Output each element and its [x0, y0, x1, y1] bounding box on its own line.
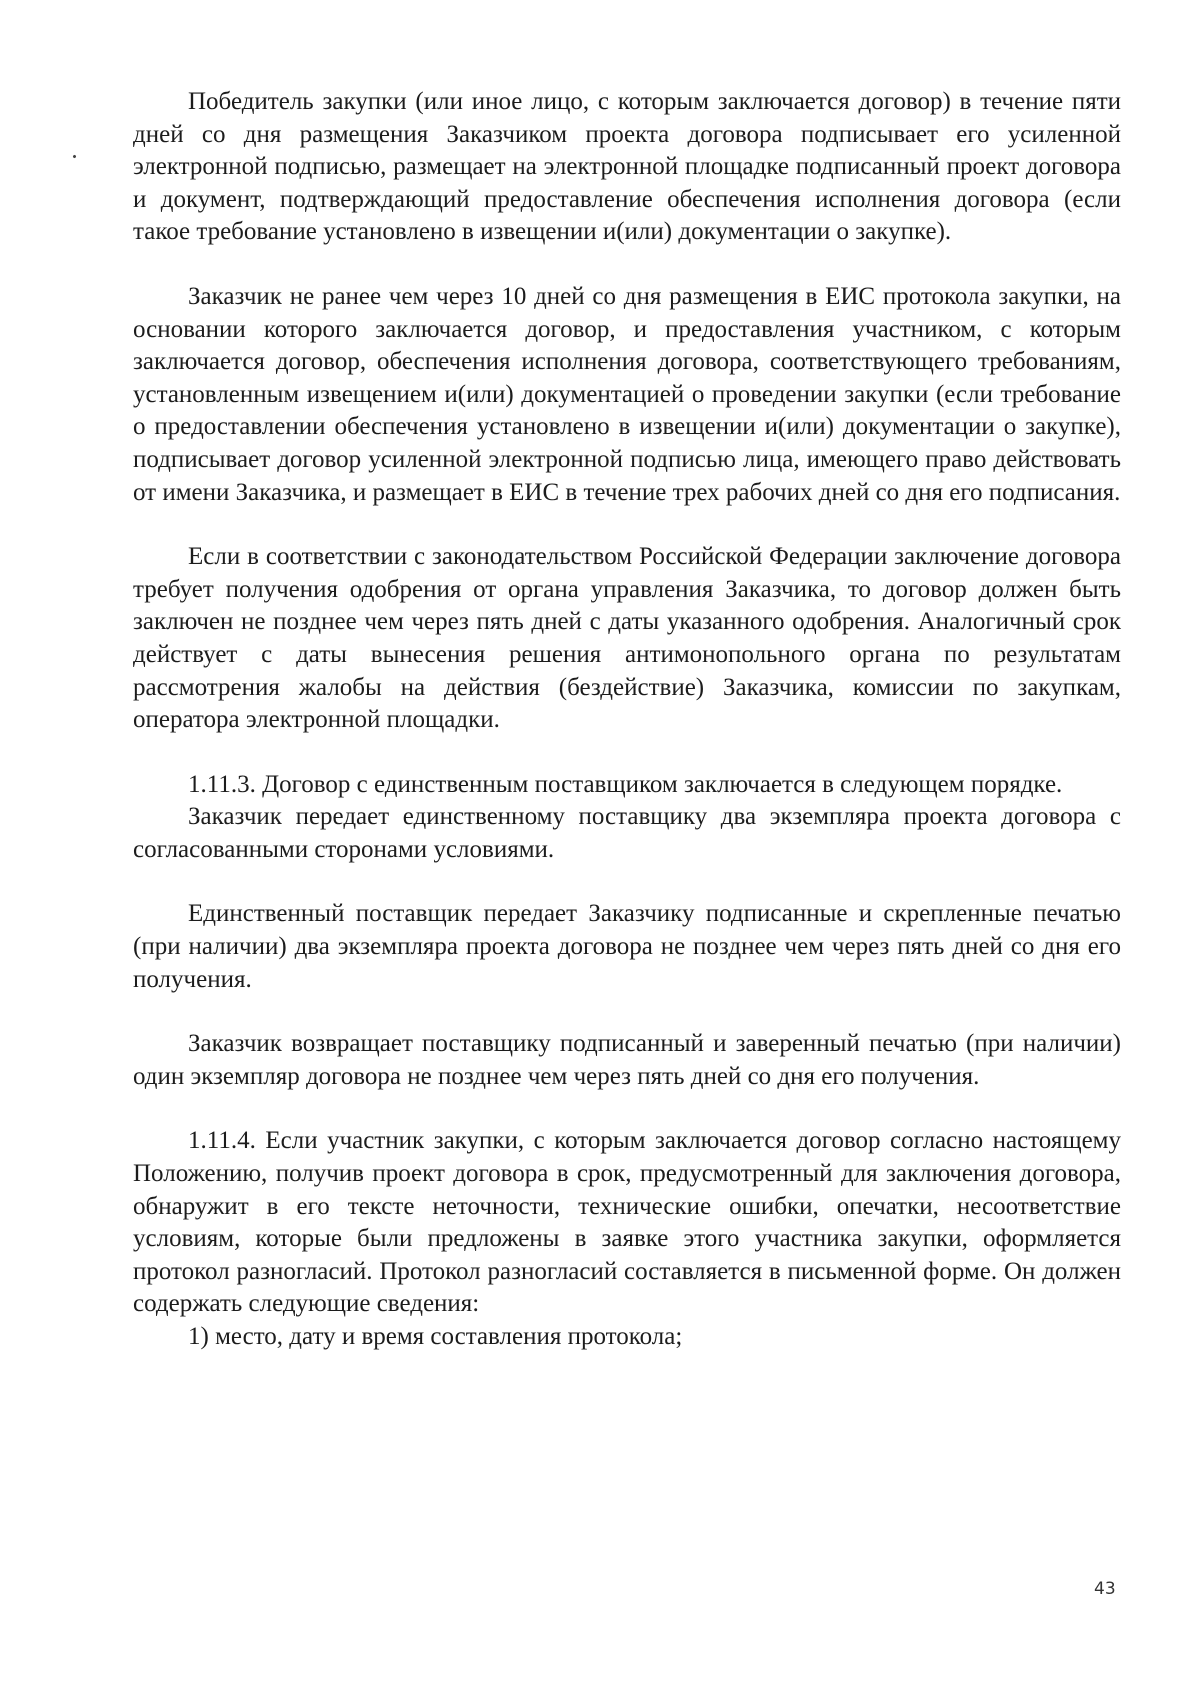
- scan-speck: [72, 154, 76, 158]
- paragraph-approval-terms: Если в соответствии с законодательством Российской Федерации заключение договора требует получения одобрения от органа управления Заказчика, то договор должен быть заключен не позднее чем через пять дней с даты указанного одобрения. Аналогичный срок действует с даты вынесения решения антимонопольного органа по результатам рассмотрения жалобы на действия (бездействие) Заказчика, комиссии по закупкам, оператора электронной площадки.: [133, 543, 1121, 734]
- paragraph-sole-supplier-return: Единственный поставщик передает Заказчику подписанные и скрепленные печатью (при наличии) два экземпляра проекта договора не позднее чем через пять дней со дня его получения.: [133, 900, 1121, 993]
- paragraph-customer-return: Заказчик возвращает поставщику подписанный и заверенный печатью (при наличии) один экземпляр договора не позднее чем через пять дней со дня его получения.: [133, 1030, 1121, 1090]
- page-number: 43: [1094, 1579, 1116, 1599]
- list-item-protocol-place-date: 1) место, дату и время составления протокола;: [188, 1323, 683, 1350]
- paragraph-sole-supplier-draft: Заказчик передает единственному поставщику два экземпляра проекта договора с согласованными сторонами условиями.: [133, 803, 1121, 863]
- paragraph-customer-signing: Заказчик не ранее чем через 10 дней со дня размещения в ЕИС протокола закупки, на основании которого заключается договор, и предоставления участником, с которым заключается договор, обеспечения исполнения договора, соответствующего требованиям, установленным извещением и(или) документацией о проведении закупки (если требование о предоставлении обеспечения установлено в извещении и(или) документации о закупке), подписывает договор усиленной электронной подписью лица, имеющего право действовать от имени Заказчика, и размещает в ЕИС в течение трех рабочих дней со дня его подписания.: [133, 282, 1121, 506]
- section-1-11-4-disagreements: 1.11.4. Если участник закупки, с которым заключается договор согласно настоящему Положению, получив проект договора в срок, предусмотренный для заключения договора, обнаружит в его тексте неточности, технические ошибки, опечатки, несоответствие условиям, которые были предложены в заявке этого участника закупки, оформляется протокол разногласий. Протокол разногласий составляется в письменной форме. Он должен содержать следующие сведения:: [133, 1127, 1121, 1318]
- section-1-11-3-heading: 1.11.3. Договор с единственным поставщиком заключается в следующем порядке.: [188, 770, 1063, 798]
- document-body: [133, 86, 1121, 1354]
- paragraph-winner-signing: Победитель закупки (или иное лицо, с которым заключается договор) в течение пяти дней со дня размещения Заказчиком проекта договора подписывает его усиленной электронной подписью, размещает на электронной площадке подписанный проект договора и документ, подтверждающий предоставление обеспечения исполнения договора (если такое требование установлено в извещении и(или) документации о закупке).: [133, 88, 1121, 246]
